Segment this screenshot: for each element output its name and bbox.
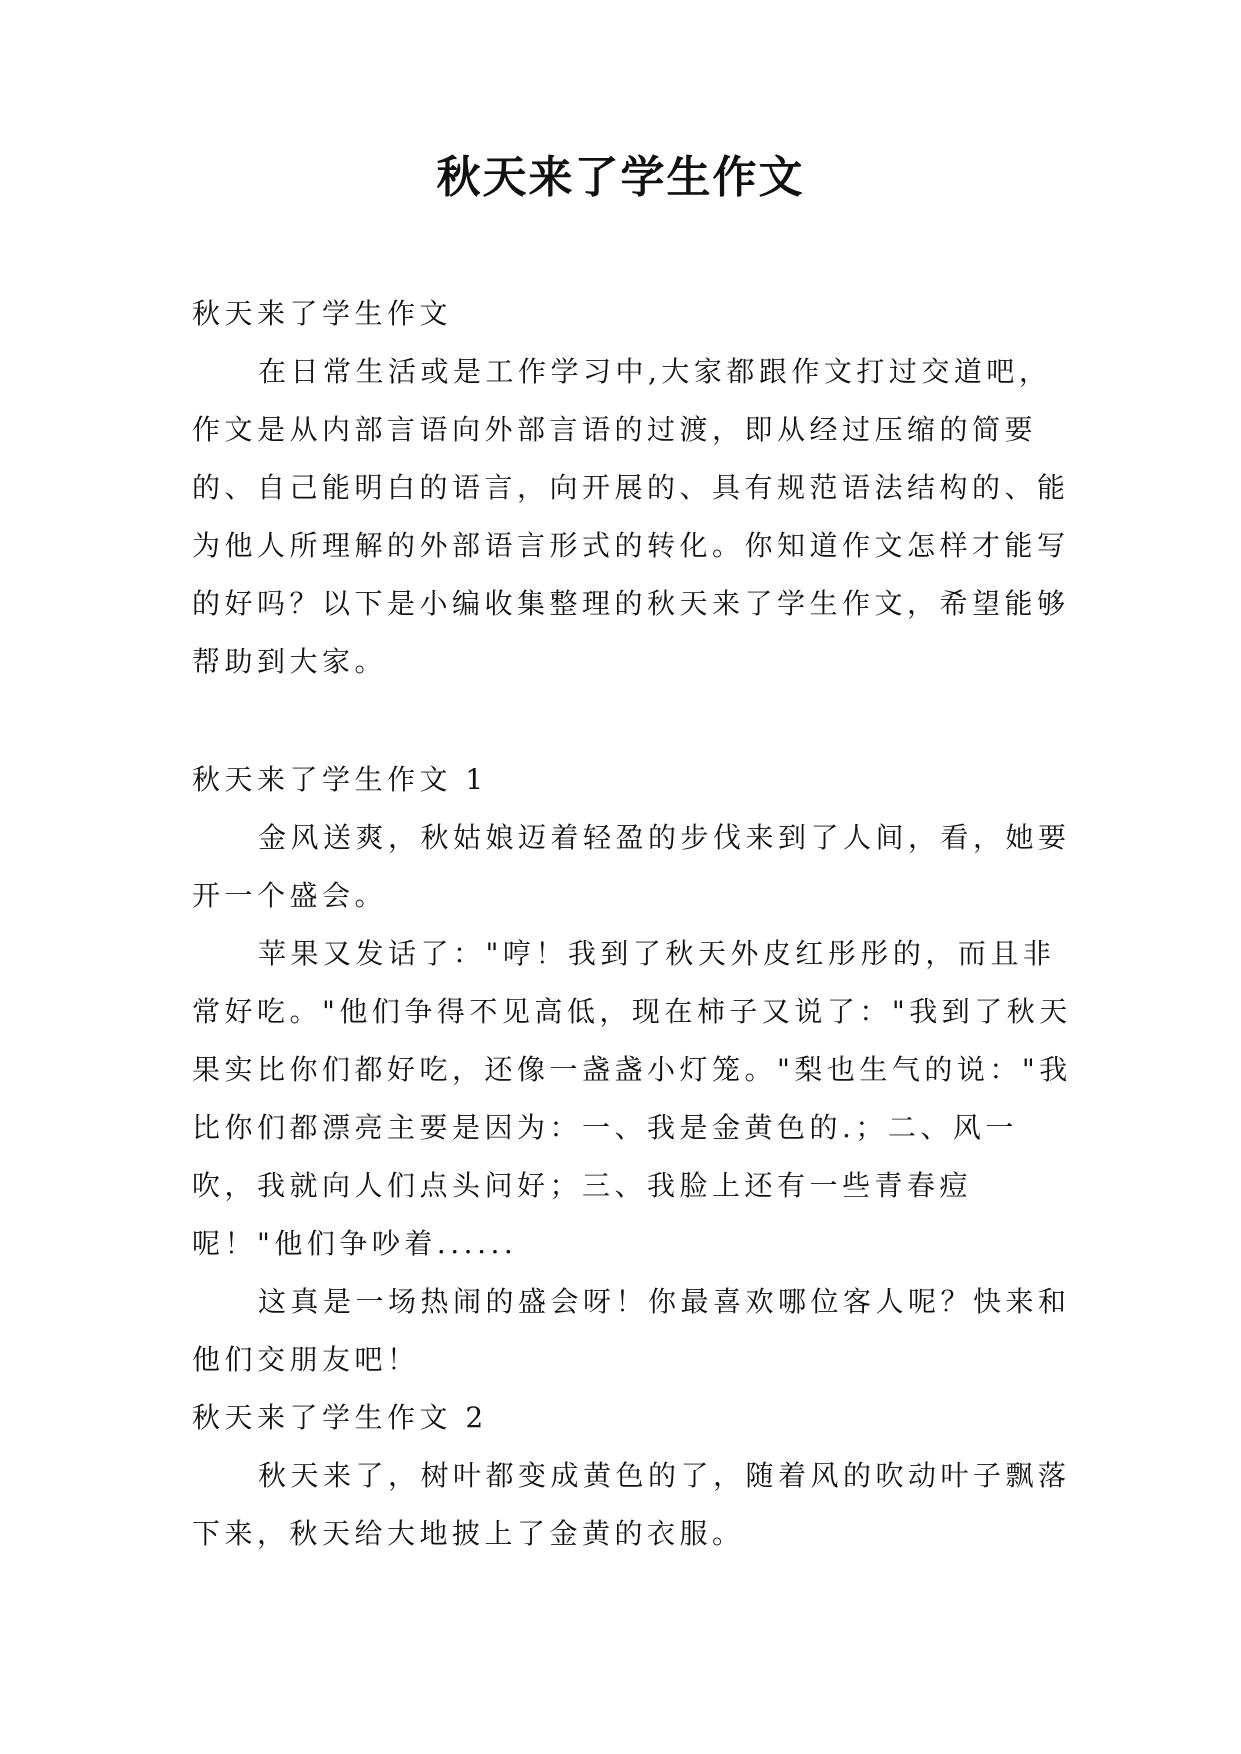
section-1-paragraph-2: 苹果又发话了："哼！我到了秋天外皮红彤彤的，而且非常好吃。"他们争得不见高低，现在柿子又说了："我到了秋天果实比你们都好吃，还像一盏盏小灯笼。"梨也生气的说："我比你们都漂亮主要是因为：一、我是金黄色的.；二、风一吹，我就向人们点头问好；三、我脸上还有一些青春痘呢！"他们争吵着...... — [192, 937, 1072, 1260]
section-1-paragraph-3: 这真是一场热闹的盛会呀！你最喜欢哪位客人呢？快来和他们交朋友吧！ — [192, 1285, 1071, 1376]
section-heading-2: 秋天来了学生作文 2 — [192, 1401, 488, 1434]
section-spacer — [192, 691, 1072, 751]
document-body — [192, 285, 1072, 1563]
document-title: 秋天来了学生作文 — [436, 152, 805, 203]
section-1-paragraph-1: 金风送爽，秋姑娘迈着轻盈的步伐来到了人间，看，她要开一个盛会。 — [192, 821, 1071, 912]
section-2-paragraph-1: 秋天来了，树叶都变成黄色的了，随着风的吹动叶子飘落下来，秋天给大地披上了金黄的衣服。 — [192, 1459, 1071, 1550]
intro-paragraph: 在日常生活或是工作学习中,大家都跟作文打过交道吧，作文是从内部言语向外部言语的过渡，即从经过压缩的简要的、自己能明白的语言，向开展的、具有规范语法结构的、能为他人所理解的外部语言形式的转化。你知道作文怎样才能写的好吗？以下是小编收集整理的秋天来了学生作文，希望能够帮助到大家。 — [192, 355, 1070, 678]
document-subtitle: 秋天来了学生作文 — [192, 297, 453, 330]
section-heading-1: 秋天来了学生作文 1 — [192, 763, 488, 796]
